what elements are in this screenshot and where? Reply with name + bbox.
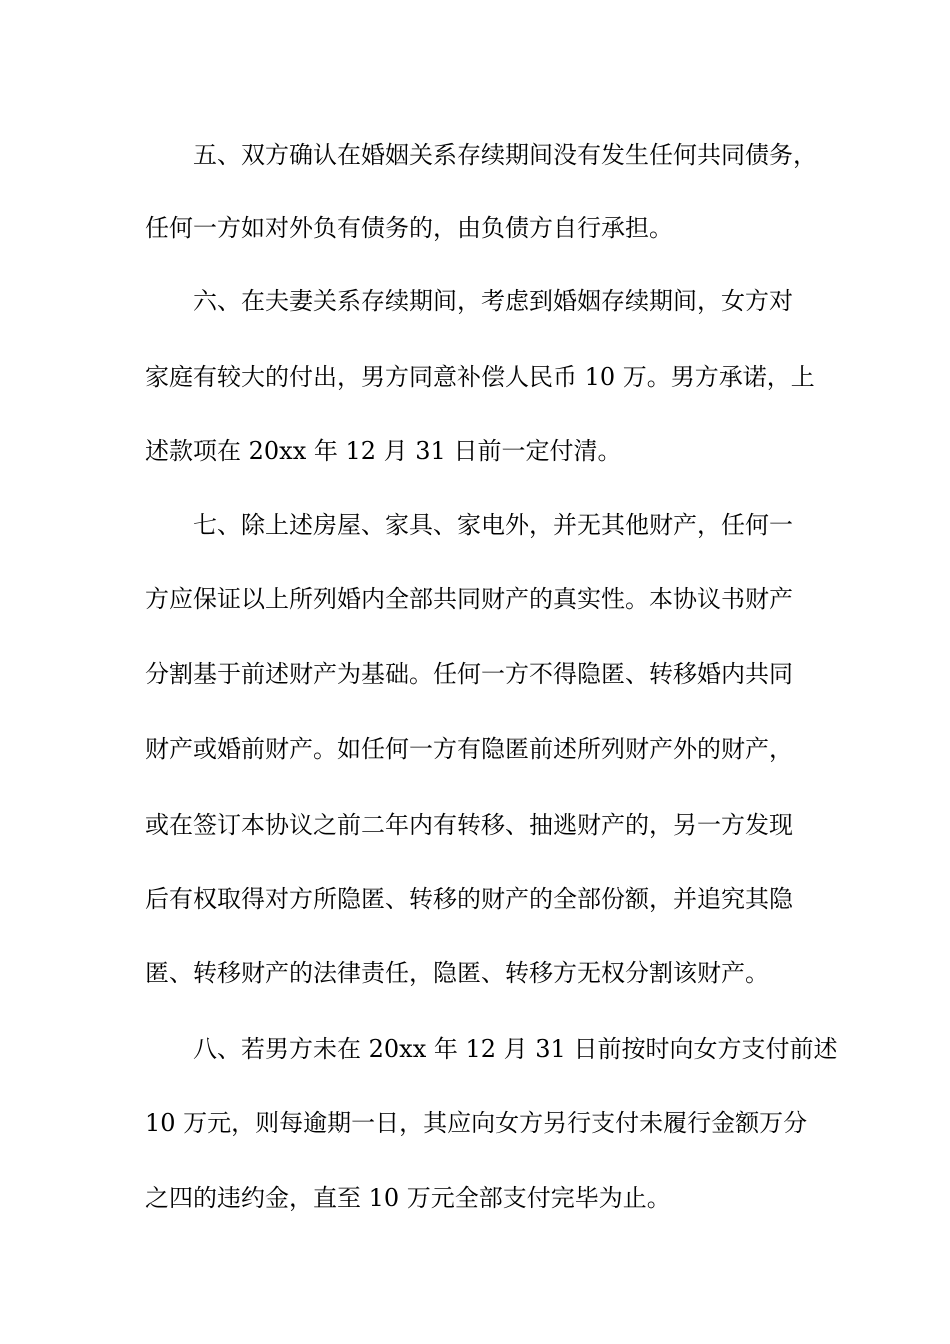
clause-7-line-1: 七、除上述房屋、家具、家电外，并无其他财产，任何一 bbox=[193, 511, 793, 539]
clause-5-line-2: 任何一方如对外负有债务的，由负债方自行承担。 bbox=[145, 214, 673, 242]
clause-8-line-3: 之四的违约金，直至 10 万元全部支付完毕为止。 bbox=[145, 1184, 671, 1212]
clause-8-line-1: 八、若男方未在 20xx 年 12 月 31 日前按时向女方支付前述 bbox=[193, 1035, 838, 1063]
clause-6-line-2: 家庭有较大的付出，男方同意补偿人民币 10 万。男方承诺，上 bbox=[145, 363, 815, 391]
clause-7-line-4: 财产或婚前财产。如任何一方有隐匿前述所列财产外的财产， bbox=[145, 735, 793, 763]
clause-5-line-1: 五、双方确认在婚姻关系存续期间没有发生任何共同债务， bbox=[193, 141, 817, 169]
clause-6-line-3: 述款项在 20xx 年 12 月 31 日前一定付清。 bbox=[145, 437, 622, 465]
clause-7-line-7: 匿、转移财产的法律责任，隐匿、转移方无权分割该财产。 bbox=[145, 959, 769, 987]
clause-7-line-6: 后有权取得对方所隐匿、转移的财产的全部份额，并追究其隐 bbox=[145, 885, 793, 913]
clause-6-line-1: 六、在夫妻关系存续期间，考虑到婚姻存续期间，女方对 bbox=[193, 287, 793, 315]
clause-7-line-3: 分割基于前述财产为基础。任何一方不得隐匿、转移婚内共同 bbox=[145, 660, 793, 688]
clause-7-line-2: 方应保证以上所列婚内全部共同财产的真实性。本协议书财产 bbox=[145, 585, 793, 613]
clause-8-line-2: 10 万元，则每逾期一日，其应向女方另行支付未履行金额万分 bbox=[145, 1109, 808, 1137]
clause-7-line-5: 或在签订本协议之前二年内有转移、抽逃财产的，另一方发现 bbox=[145, 811, 793, 839]
